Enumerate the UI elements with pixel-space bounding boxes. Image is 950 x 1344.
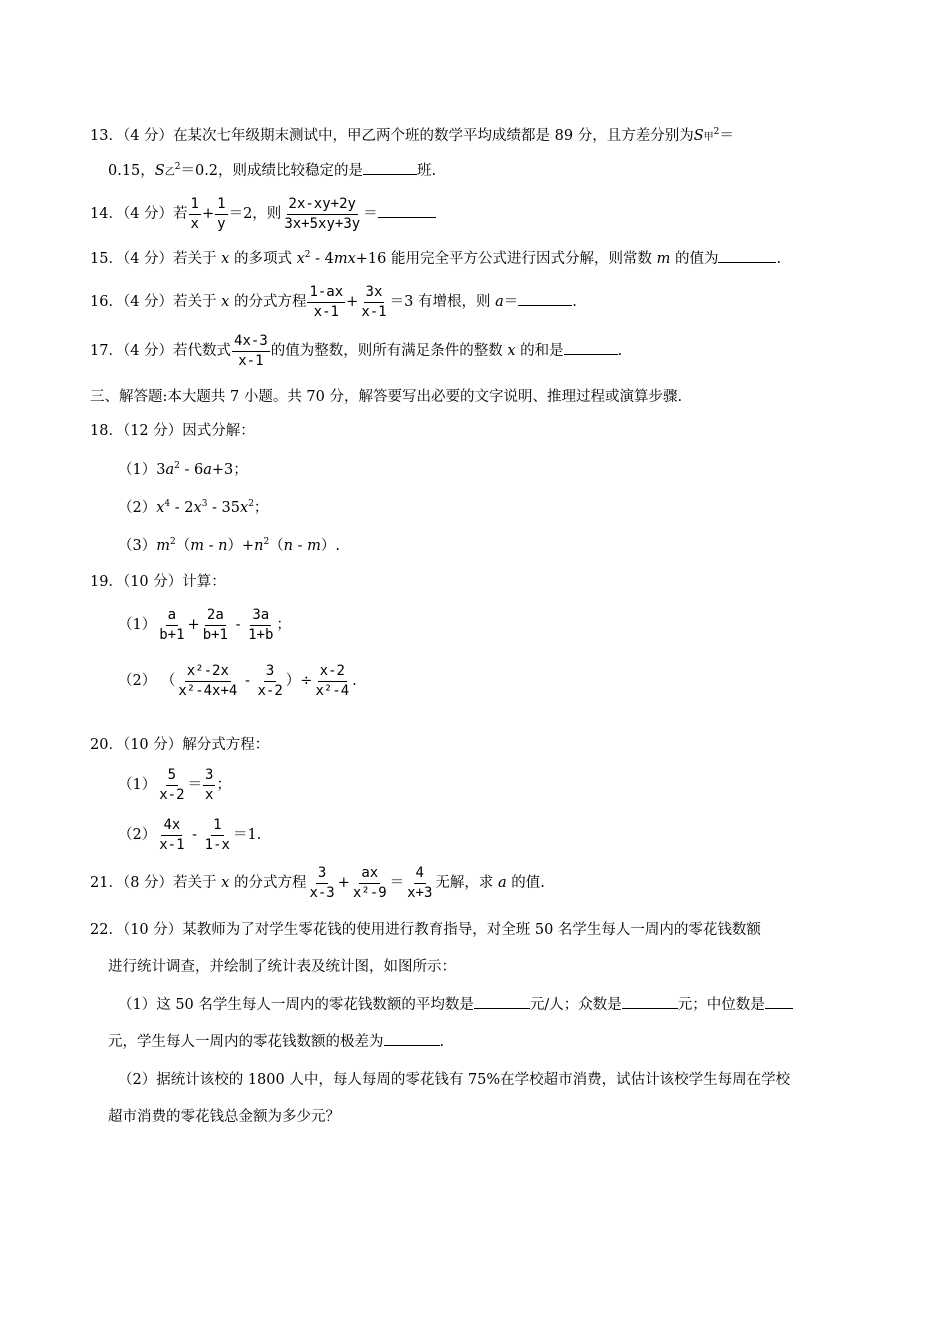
q15: 15．（4 分）若关于 x 的多项式 $x^2 - 4mx+16$ 能用完全平方公式进行因式分解，则常数 m 的值为 . xyxy=(90,250,782,267)
answer-blank[interactable] xyxy=(564,353,618,355)
fraction: $\frac{4x-3}{x-1}$ xyxy=(234,333,268,369)
q18-title: 18．（12 分）因式分解： xyxy=(90,423,255,439)
q22-part2-line1: （2）据统计该校的 1800 人中，每人每周的零花钱有 75%在学校超市消费，试估计该校学生每周在学校 xyxy=(118,1072,791,1088)
fraction: $\frac{3a}{1+b}$ xyxy=(248,607,274,643)
fraction: $\frac{1}{1-x}$ xyxy=(204,817,230,853)
fraction: $\frac{1}{y}$ xyxy=(217,196,226,232)
answer-blank[interactable] xyxy=(622,1007,678,1009)
fraction: $\frac{3}{x-2}$ xyxy=(257,663,283,699)
fraction: $\frac{2x-xy+2y}{3x+5xy+3y}$ xyxy=(284,196,361,232)
answer-blank[interactable] xyxy=(518,304,572,306)
answer-blank[interactable] xyxy=(718,261,776,263)
fraction: $\frac{ax}{\text{x²-9}}$ xyxy=(352,865,387,901)
q22-line2: 进行统计调查，并绘制了统计表及统计图，如图所示： xyxy=(108,959,456,975)
q18-part1: $(1)3a^2 - 6a+3$； xyxy=(118,461,248,478)
section-heading: 三、解答题:本大题共 7 小题。共 70 分，解答要写出必要的文字说明、推理过程或演算步骤. xyxy=(90,389,683,405)
fraction: $\frac{4x}{x-1}$ xyxy=(159,817,185,853)
q19-title: 19．（10 分）计算： xyxy=(90,574,226,590)
answer-blank[interactable] xyxy=(378,216,436,218)
fraction: $\frac{1-ax}{x-1}$ xyxy=(309,284,344,320)
q22-part1-line1: （1）这 50 名学生每人一周内的零花钱数额的平均数是 元/人；众数是 元；中位数是 xyxy=(118,998,793,1013)
fraction: $\frac{x-2}{\text{x²-4}}$ xyxy=(315,663,350,699)
q22-part2-line2: 超市消费的零花钱总金额为多少元？ xyxy=(108,1109,340,1125)
q20-part1: （1） $\frac{5}{x-2}$ ＝ $\frac{3}{x}$ ； xyxy=(118,767,231,803)
answer-blank[interactable] xyxy=(384,1044,440,1046)
q20-title: 20．（10 分）解分式方程： xyxy=(90,737,270,753)
answer-blank[interactable] xyxy=(474,1007,530,1009)
q22-line1: 22．（10 分）某教师为了对学生零花钱的使用进行教育指导，对全班 50 名学生每人一周内的零花钱数额 xyxy=(90,922,761,938)
q20-part2: （2） $\frac{4x}{x-1}$ - $\frac{1}{1-x}$ ＝1. xyxy=(118,817,262,853)
fraction: $\frac{2a}{b+1}$ xyxy=(202,607,228,643)
fraction: $\frac{\text{x²-2x}}{\text{x²-4x+4}}$ xyxy=(178,663,238,699)
fraction: $\frac{3x}{x-1}$ xyxy=(361,284,387,320)
fraction: $\frac{3}{x}$ xyxy=(205,767,214,803)
fraction: $\frac{a}{b+1}$ xyxy=(159,607,185,643)
q18-part3: $(3)m^2(m - n)+n^2(n - m)$. xyxy=(118,537,340,554)
q16: 16．（4 分）若关于 x 的分式方程 $\frac{1-ax}{x-1}$ + $\frac{3x}{x-1}$ ＝3 有增根，则 a＝ . xyxy=(90,284,577,320)
q14: 14．（4 分）若 $\frac{1}{x}$ + $\frac{1}{y}$ ＝2，则 $\frac{2x-xy+2y}{3x+5xy+3y}$ ＝ xyxy=(90,197,436,231)
q18-part2: $(2)x^4 - 2x^3 - 35x^2$； xyxy=(118,499,269,516)
answer-blank[interactable] xyxy=(765,1007,793,1009)
q13-line1: 13．（4 分）在某次七年级期末测试中，甲乙两个班的数学平均成绩都是 89 分，且方差分别为S甲$^2$＝ xyxy=(90,127,734,144)
answer-blank[interactable] xyxy=(363,173,417,175)
fraction: $\frac{5}{x-2}$ xyxy=(159,767,185,803)
fraction: $\frac{1}{x}$ xyxy=(190,196,199,232)
q17: 17．（4 分）若代数式 $\frac{4x-3}{x-1}$ 的值为整数，则所有满足条件的整数 x 的和是 . xyxy=(90,333,623,369)
fraction: $\frac{3}{x-3}$ xyxy=(309,865,335,901)
q19-part2: （2） （ $\frac{\text{x²-2x}}{\text{x²-4x+4}}$ - $\frac{3}{x-2}$ ）÷ $\frac{x-2}{\text{x²-4}}$ . xyxy=(118,663,357,699)
q22-part1-line2: 元，学生每人一周内的零花钱数额的极差为 . xyxy=(108,1034,445,1050)
fraction: $\frac{4}{x+3}$ xyxy=(407,865,433,901)
q13-line2: 0.15，S乙$^2$＝0.2，则成绩比较稳定的是 班. xyxy=(108,162,437,179)
q19-part1: （1） $\frac{a}{b+1}$ + $\frac{2a}{b+1}$ - $\frac{3a}{1+b}$ ； xyxy=(118,607,291,643)
q21: 21．（8 分）若关于 x 的分式方程 $\frac{3}{x-3}$ + $\frac{ax}{\text{x²-9}}$ ＝ $\frac{4}{x+3}$ 无解，求 a 的值. xyxy=(90,865,545,901)
